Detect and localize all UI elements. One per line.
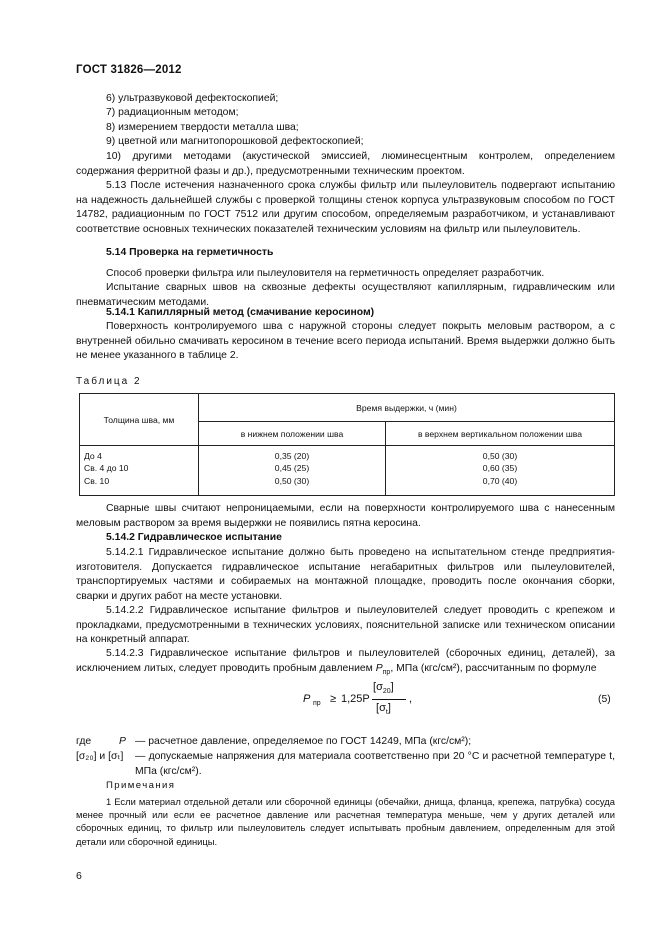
paragraph-5-14-a: Способ проверки фильтра или пылеуловителя на герметичность определяет разработчик.	[106, 268, 545, 279]
formula-numerator: $[\sigma_{20}]$	[373, 681, 394, 696]
list-item: 7) радиационным методом;	[106, 107, 239, 118]
formula-5	[303, 680, 423, 724]
fraction-bar	[372, 699, 406, 700]
table-cell: 0,70 (40)	[482, 475, 518, 486]
table-header-time: Время выдержки, ч (мин)	[199, 394, 615, 422]
page-number: 6	[76, 870, 82, 882]
table-cell: До 4	[84, 451, 102, 461]
formula-lhs: P	[303, 693, 311, 705]
table-cell-upper	[386, 446, 615, 496]
where-symbol-p: P	[119, 736, 126, 747]
table-cell-lower	[199, 446, 386, 496]
where-symbol-sigma: [σ₂₀] и [σₜ]	[76, 751, 124, 762]
text-span: , МПа (кгс/см²), рассчитанным по формуле	[390, 662, 597, 674]
paragraph-5-13: 5.13 После истечения назначенного срока службы фильтр или пылеуловитель подвергают испытанию на надежность дальнейшей службы с проверкой толщины стенок корпуса ультразвуковым способом по ГОСТ 14782, радиационным по ГОСТ 7512 или другим способом, определяемым разработчиком, и устанавливают соответствие основных технических показателей техническим условиям на фильтр или пылеуловитель.	[76, 180, 615, 235]
paragraph-5-14-2-2: 5.14.2.2 Гидравлическое испытание фильтров и пылеуловителей следует проводить с крепежом и прокладками, предусмотренными в технических условиях, пояснительной записке или техническом описании на конкретный аппарат.	[76, 605, 615, 646]
section-heading-5-14-1: 5.14.1 Капиллярный метод (смачивание керосином)	[106, 307, 375, 318]
list-item: 6) ультразвуковой дефектоскопией;	[106, 93, 279, 104]
section-heading-5-14: 5.14 Проверка на герметичность	[106, 247, 274, 258]
formula-sub: 20	[382, 688, 391, 696]
table-cell-thickness	[80, 446, 199, 496]
paragraph-5-14-2-1: 5.14.2.1 Гидравлическое испытание должно быть проведено на испытательном стенде предприятия-изготовителя. Допускается гидравлическое испытание негабаритных фильтров или пылеуловителей, транспортируемых частями и собираемых на монтажной площадке, проводить после окончания сборки, сварки и других работ на месте установки.	[76, 547, 615, 602]
symbol-p: P	[375, 662, 383, 674]
table-cell: 0,50 (30)	[274, 475, 310, 486]
formula-sigma: σ	[376, 681, 383, 693]
section-heading-5-14-2: 5.14.2 Гидравлическое испытание	[106, 532, 282, 543]
paragraph-after-table: Сварные швы считают непроницаемыми, если на поверхности контролируемого шва с нанесенным меловым раствором за время выдержки не появились пятна керосина.	[76, 503, 615, 529]
table-caption: Таблица 2	[76, 376, 142, 387]
formula-sub: t	[385, 709, 388, 717]
list-item: 9) цветной или магнитопорошковой дефектоскопией;	[106, 136, 364, 147]
formula-lhs-sub: пр	[313, 700, 321, 707]
formula-eq: ≥	[330, 693, 337, 705]
formula-number: (5)	[598, 694, 611, 705]
where-label: где	[76, 736, 92, 747]
table-row	[80, 446, 615, 496]
paragraph-5-14-1: Поверхность контролируемого шва с наружной стороны следует покрыть меловым раствором, а с внутренней обильно смачивать керосином в течение всего периода испытаний. Время выдержки должно быть не менее указанного в таблице 2.	[76, 321, 615, 362]
table-cell: Св. 4 до 10	[84, 463, 129, 474]
table-header-thickness: Толщина шва, мм	[80, 394, 199, 446]
formula-sigma: σ	[379, 702, 386, 714]
table-cell: 0,45 (25)	[274, 463, 310, 474]
formula-coef: 1,25P	[341, 693, 370, 705]
table-cell: 0,50 (30)	[482, 451, 518, 461]
formula-denominator: $[\sigma_t]$	[376, 702, 391, 717]
formula-comma: ,	[409, 693, 413, 705]
document-header: ГОСТ 31826—2012	[76, 64, 182, 76]
table-header-upper: в верхнем вертикальном положении шва	[386, 422, 615, 446]
paragraph-5-14-2-3	[76, 647, 615, 680]
notes-title: Примечания	[106, 780, 176, 791]
symbol-sub: пр	[382, 668, 391, 676]
paragraph-5-14-b: Испытание сварных швов на сквозные дефекты осуществляют капиллярным, гидравлическим или пневматическим методами.	[76, 282, 615, 308]
list-item: 8) измерением твердости металла шва;	[106, 122, 299, 133]
table-cell: 0,60 (35)	[482, 463, 518, 474]
table-cell: Св. 10	[84, 475, 110, 486]
table-header-lower: в нижнем положении шва	[199, 422, 386, 446]
table-cell: 0,35 (20)	[274, 451, 310, 461]
list-item-10: 10) другими методами (акустической эмиссией, люминесцентным контролем, определением содержания ферритной фазы и др.), предусмотренными техническим проектом.	[76, 151, 615, 177]
text-span: 5.14.2.3 Гидравлическое испытание фильтров и пылеуловителей (сборочных единиц, деталей), за исключением литых, следует проводить пробным давлением	[76, 648, 615, 674]
where-definition-sigma: — допускаемые напряжения для материала соответственно при 20 °С и расчетной температуре t, МПа (кгс/см²).	[135, 751, 615, 777]
where-definition-p: — расчетное давление, определяемое по ГОСТ 14249, МПа (кгс/см²);	[135, 736, 472, 747]
note-1: 1 Если материал отдельной детали или сборочной единицы (обечайки, днища, фланца, крепежа, патрубка) сосуда менее прочный или если ее расчетное давление или расчетная температура меньше, чем у других деталей или сборочных единиц, то фильтр или пылеуловитель следует испытывать пробным давлением, определенным для этой детали или сборочной единицы.	[76, 796, 615, 847]
table-2	[79, 393, 615, 496]
